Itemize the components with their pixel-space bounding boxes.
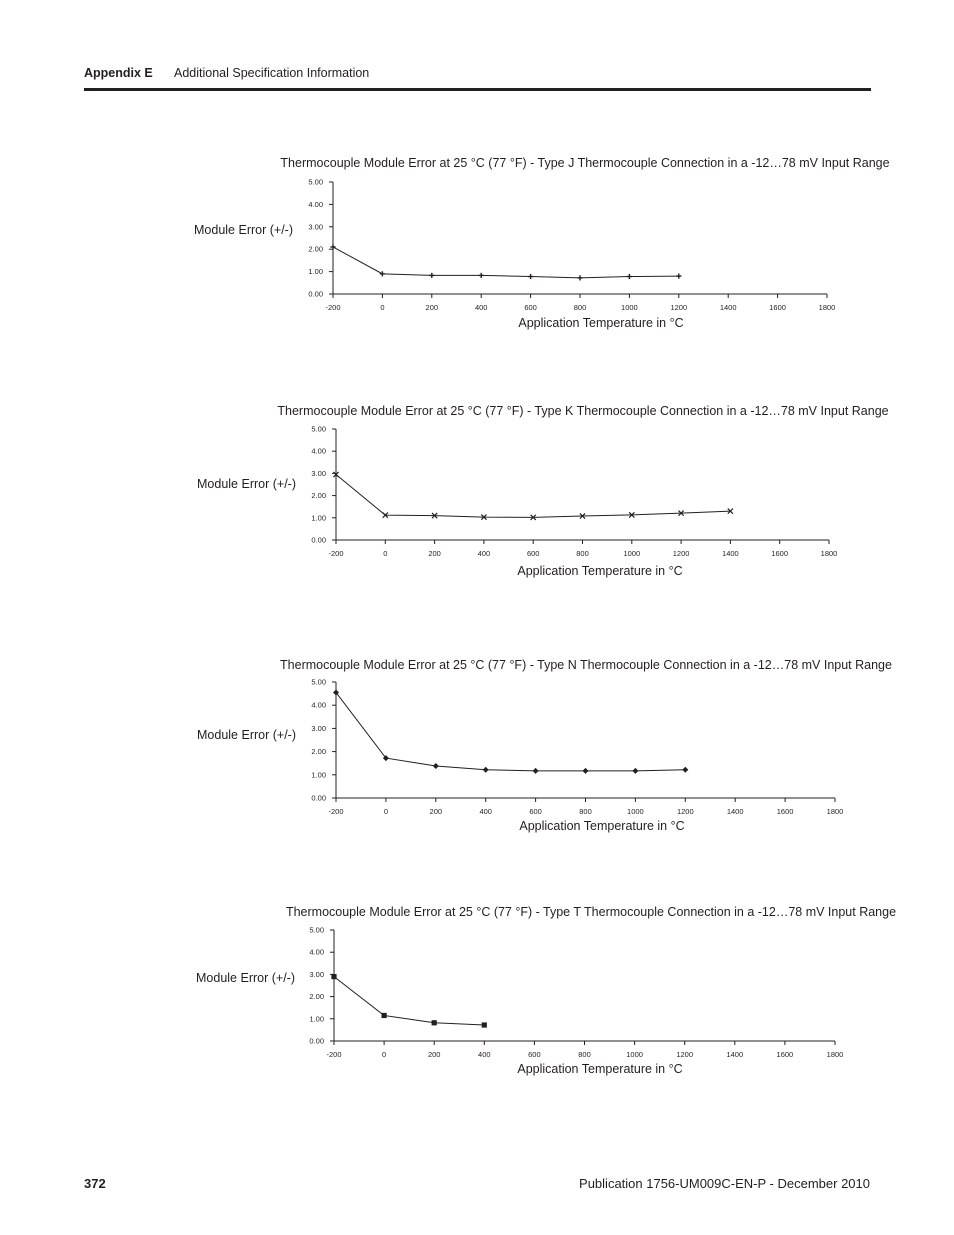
x-tick-label: 1000 [626, 1050, 643, 1059]
y-tick-label: 0.00 [309, 1036, 324, 1046]
x-tick-label: 1600 [771, 549, 789, 558]
series-line [336, 475, 730, 518]
x-tick-label: 1000 [627, 807, 644, 816]
y-tick-label: 5.00 [308, 177, 323, 187]
chart-type-j [180, 150, 890, 345]
data-point-1 [380, 271, 385, 276]
y-tick-label: 2.00 [311, 747, 326, 757]
data-point-1 [382, 1013, 387, 1018]
x-tick-label: 400 [477, 549, 491, 558]
chart-type-n [180, 652, 892, 847]
section-title: Additional Specification Information [174, 66, 370, 80]
x-tick-label: 400 [478, 1050, 491, 1059]
x-tick-label: 0 [383, 549, 388, 558]
data-point-4 [533, 768, 539, 774]
x-tick-label: 0 [383, 807, 388, 816]
y-axis-label: Module Error (+/-) [194, 223, 293, 237]
x-tick-label: 200 [425, 303, 439, 312]
y-tick-label: 3.00 [308, 222, 323, 232]
y-axis-label: Module Error (+/-) [196, 971, 295, 985]
x-tick-label: 0 [382, 1050, 387, 1059]
x-tick-label: 200 [428, 549, 441, 558]
y-tick-label: 0.00 [311, 793, 326, 803]
data-point-3 [483, 767, 489, 773]
appendix-label: Appendix E [84, 66, 153, 80]
x-tick-label: 800 [576, 549, 589, 558]
x-axis-label: Application Temperature in °C [518, 316, 684, 330]
x-axis-label: Application Temperature in °C [517, 1062, 683, 1076]
x-tick-label: 1200 [676, 1050, 694, 1059]
y-tick-label: 0.00 [311, 535, 326, 545]
y-tick-label: 1.00 [311, 770, 326, 780]
x-tick-label: 1200 [672, 549, 690, 558]
x-axis-label: Application Temperature in °C [519, 819, 685, 833]
page-header [84, 66, 871, 92]
x-tick-label: 1400 [719, 303, 737, 312]
x-tick-label: -200 [325, 303, 341, 312]
chart-type-k-svg [180, 398, 889, 593]
y-tick-label: 1.00 [311, 513, 326, 523]
x-tick-label: 800 [578, 1050, 591, 1059]
x-tick-label: 1800 [820, 549, 838, 558]
data-point-0 [331, 974, 336, 979]
y-tick-label: 1.00 [308, 267, 323, 277]
x-tick-label: 600 [528, 1050, 541, 1059]
chart-title: Thermocouple Module Error at 25 °C (77 °F) - Type J Thermocouple Connection in a -12…78 mV Input Range [280, 156, 890, 170]
y-tick-label: 3.00 [311, 723, 326, 733]
x-tick-label: 200 [427, 1050, 441, 1059]
series-line [334, 977, 484, 1025]
y-tick-label: 2.00 [309, 992, 324, 1002]
chart-type-t-svg [180, 899, 897, 1094]
x-tick-label: 200 [429, 807, 443, 816]
x-tick-label: 1200 [670, 303, 688, 312]
data-point-7 [682, 767, 688, 773]
y-tick-label: 4.00 [309, 947, 324, 957]
y-tick-label: 3.00 [309, 969, 324, 979]
x-tick-label: 800 [579, 807, 592, 816]
data-point-6 [632, 768, 638, 774]
x-tick-label: 400 [474, 303, 488, 312]
x-tick-label: 600 [526, 549, 540, 558]
chart-type-j-svg [180, 150, 890, 345]
y-axis-label: Module Error (+/-) [197, 477, 296, 491]
chart-type-t [180, 899, 897, 1094]
data-point-5 [577, 275, 582, 280]
y-axis-label: Module Error (+/-) [197, 728, 296, 742]
x-tick-label: 1600 [776, 1050, 794, 1059]
chart-title: Thermocouple Module Error at 25 °C (77 °F) - Type N Thermocouple Connection in a -12…78 mV Input Range [280, 658, 892, 672]
x-tick-label: 1200 [676, 807, 694, 816]
y-tick-label: 3.00 [311, 468, 326, 478]
series-line [336, 692, 685, 770]
header-rule [84, 88, 871, 91]
x-tick-label: 1000 [621, 303, 638, 312]
x-tick-label: -200 [326, 1050, 342, 1059]
x-tick-label: 800 [573, 303, 587, 312]
y-tick-label: 1.00 [309, 1014, 324, 1024]
x-tick-label: 1600 [769, 303, 786, 312]
x-tick-label: -200 [328, 807, 344, 816]
x-tick-label: 600 [529, 807, 542, 816]
x-tick-label: 1800 [826, 807, 844, 816]
y-tick-label: 4.00 [311, 700, 326, 710]
data-point-3 [482, 1022, 487, 1027]
data-point-5 [583, 768, 589, 774]
data-point-2 [429, 273, 434, 278]
y-tick-label: 2.00 [311, 491, 326, 501]
chart-title: Thermocouple Module Error at 25 °C (77 °F) - Type T Thermocouple Connection in a -12…78 mV Input Range [285, 905, 897, 919]
x-tick-label: 1800 [818, 303, 836, 312]
x-tick-label: 0 [380, 303, 385, 312]
y-tick-label: 5.00 [309, 925, 324, 935]
x-tick-label: 1800 [826, 1050, 844, 1059]
data-point-2 [432, 1020, 437, 1025]
x-tick-label: 1000 [623, 549, 641, 558]
chart-title: Thermocouple Module Error at 25 °C (77 °F) - Type K Thermocouple Connection in a -12…78 mV Input Range [277, 404, 889, 418]
y-tick-label: 0.00 [308, 289, 323, 299]
x-tick-label: 600 [524, 303, 537, 312]
x-tick-label: -200 [328, 549, 344, 558]
y-tick-label: 4.00 [311, 446, 326, 456]
y-tick-label: 5.00 [311, 424, 326, 434]
data-point-4 [528, 274, 533, 279]
chart-type-k [180, 398, 889, 593]
x-tick-label: 400 [479, 807, 492, 816]
publication-info: Publication 1756-UM009C-EN-P - December 2010 [579, 1176, 870, 1191]
data-point-6 [627, 274, 632, 279]
x-tick-label: 1600 [776, 807, 794, 816]
data-point-7 [676, 273, 681, 278]
x-tick-label: 1400 [722, 549, 739, 558]
y-tick-label: 4.00 [308, 199, 323, 209]
data-point-2 [433, 763, 439, 769]
y-tick-label: 2.00 [308, 244, 323, 254]
chart-type-n-svg [180, 652, 892, 847]
x-axis-label: Application Temperature in °C [517, 564, 683, 578]
y-tick-label: 5.00 [311, 677, 326, 687]
page-number: 372 [84, 1176, 106, 1191]
data-point-3 [479, 273, 484, 278]
x-tick-label: 1400 [726, 807, 744, 816]
x-tick-label: 1400 [726, 1050, 744, 1059]
